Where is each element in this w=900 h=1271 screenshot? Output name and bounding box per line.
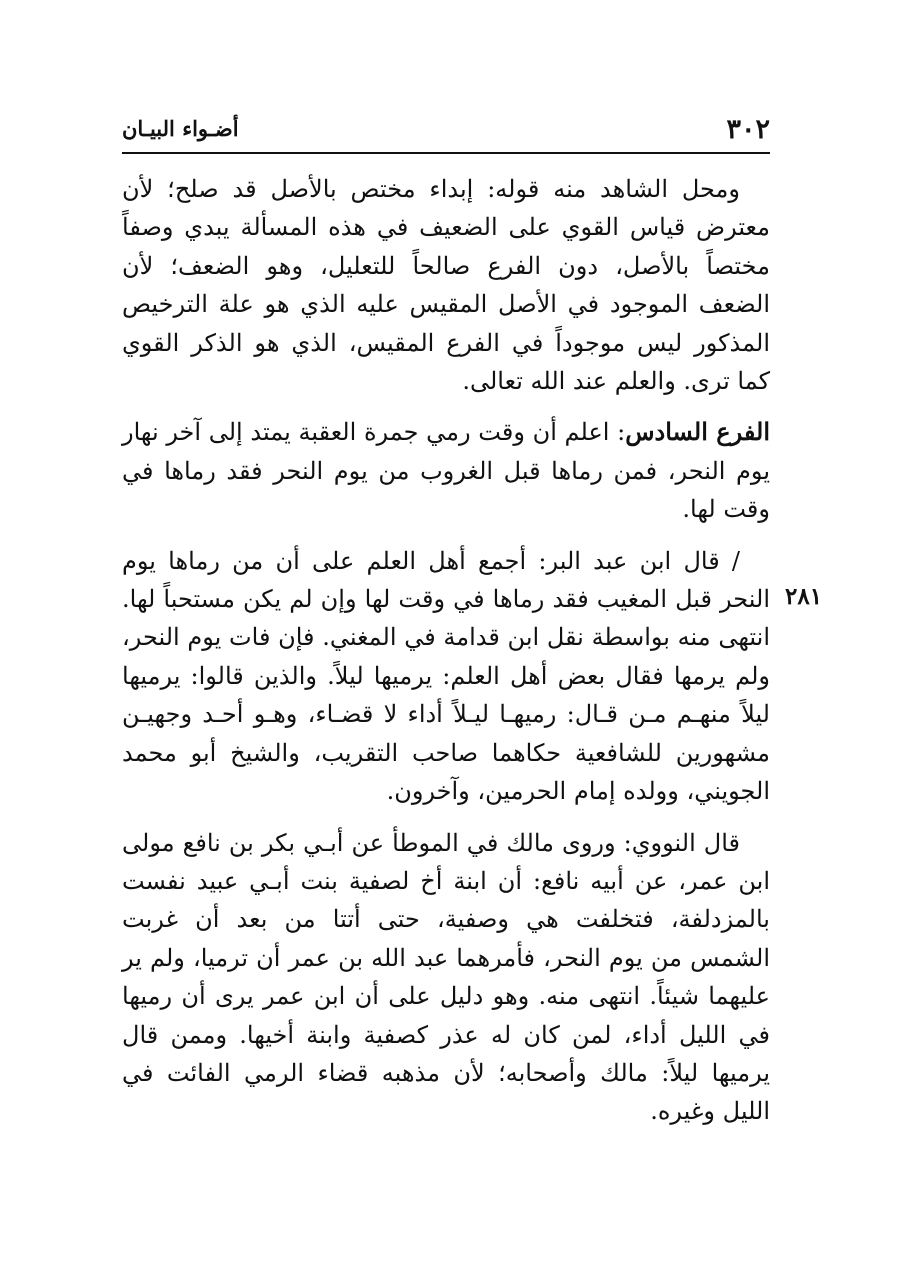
running-title: أضـواء البيـان bbox=[122, 116, 239, 141]
paragraph-3 bbox=[122, 542, 770, 811]
marginal-page-reference: ٢٨١ bbox=[785, 583, 823, 610]
body-text bbox=[122, 170, 770, 1144]
paragraph-3-text: / قال ابن عبد البر: أجمع أهل العلم على أن من رماها يوم النحر قبل المغيب فقد رماها في وقت لها وإن لم يكن مستحباً لها. انتهى منه بواسطة نقل ابن قدامة في المغني. فإن فات يوم النحر، ولم يرمها فقال بعض أهل العلم: يرميها ليلاً. والذين قالوا: يرميها ليلاً منهـم مـن قـال: رميهـا ليـلاً أداء لا قضـاء، وهـو أحـد وجهيـن مشهورين للشافعية حكاهما صاحب التقريب، والشيخ أبو محمد الجويني، وولده إمام الحرمين، وآخرون. bbox=[122, 546, 770, 806]
page-header bbox=[122, 108, 770, 154]
section-heading-sixth-branch: الفرع السادس bbox=[625, 417, 770, 447]
paragraph-2 bbox=[122, 413, 770, 528]
paragraph-4 bbox=[122, 824, 770, 1131]
paragraph-2-text: : اعلم أن وقت رمي جمرة العقبة يمتد إلى آخر نهار يوم النحر، فمن رماها قبل الغروب من يوم النحر فقد رماها في وقت لها. bbox=[122, 418, 770, 524]
paragraph-1-text: ومحل الشاهد منه قوله: إبداء مختص بالأصل قد صلح؛ لأن معترض قياس القوي على الضعيف في هذه المسألة يبدي وصفاً مختصاً بالأصل، دون الفرع صالحاً للتعليل، وهو الضعف؛ لأن الضعف الموجود في الأصل المقيس عليه الذي هو علة الترخيص المذكور ليس موجوداً في الفرع المقيس، الذي هو الذكر القوي كما ترى. والعلم عند الله تعالى. bbox=[122, 175, 770, 396]
page-number: ٣٠٢ bbox=[726, 114, 770, 145]
paragraph-1 bbox=[122, 170, 770, 400]
paragraph-4-text: قال النووي: وروى مالك في الموطأ عن أبـي بكر بن نافع مولى ابن عمر، عن أبيه نافع: أن ابنة أخ لصفية بنت أبـي عبيد نفست بالمزدلفة، فتخلفت هي وصفية، حتى أتتا من بعد أن غربت الشمس من يوم النحر، فأمرهما عبد الله بن عمر أن ترميا، ولم ير عليهما شيئاً. انتهى منه. وهو دليل على أن ابن عمر يرى أن رميها في الليل أداء، لمن كان له عذر كصفية وابنة أخيها. وممن قال يرميها ليلاً: مالك وأصحابه؛ لأن مذهبه قضاء الرمي الفائت في الليل وغيره. bbox=[122, 828, 770, 1126]
